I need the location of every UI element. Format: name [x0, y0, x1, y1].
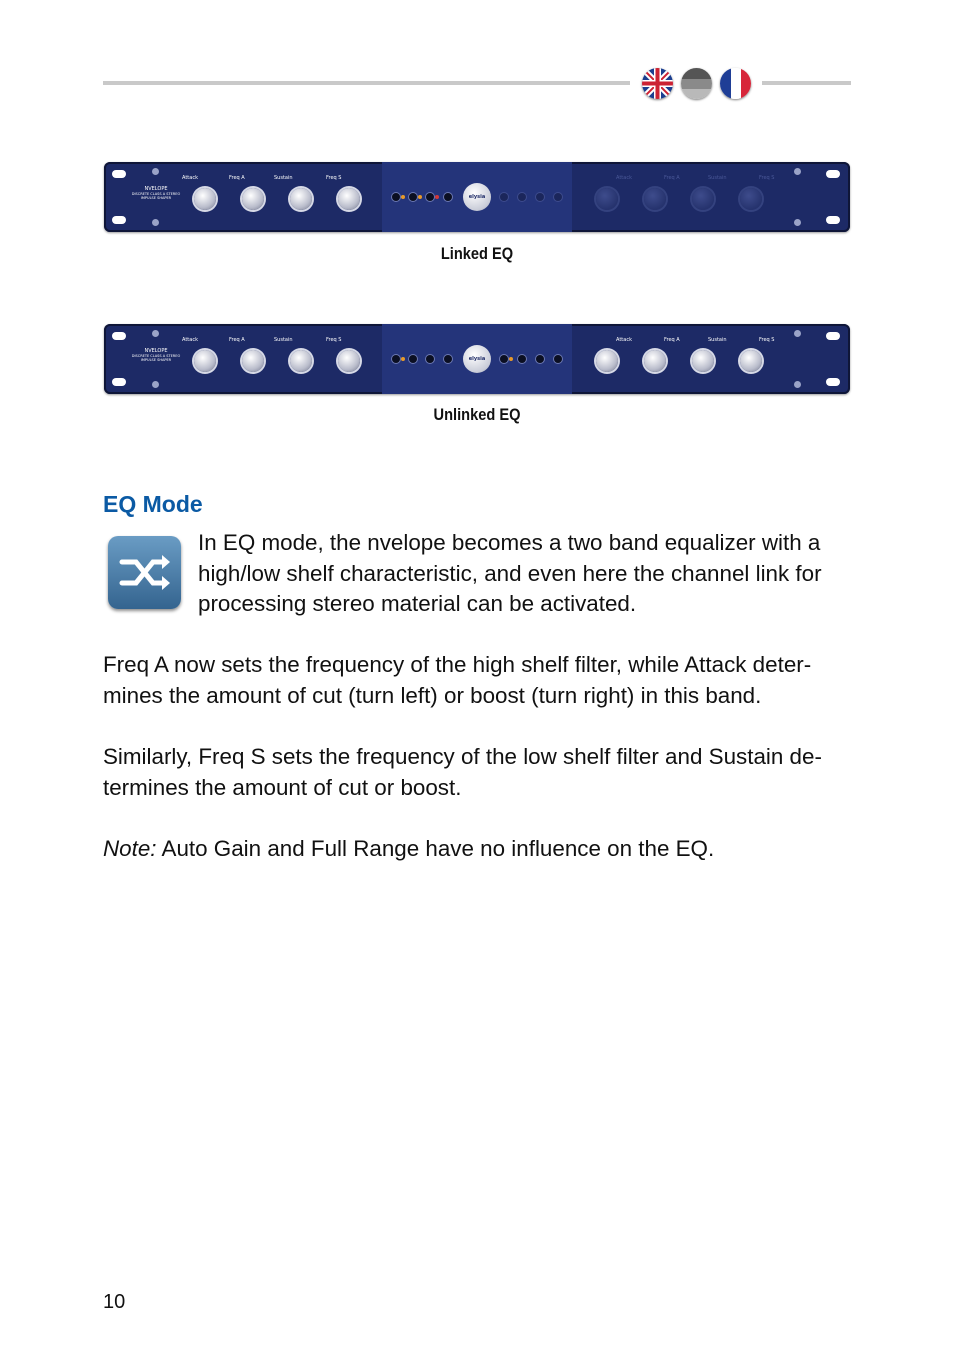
knob-label-freq-s: Freq S [326, 337, 342, 343]
knob-label-freq-a: Freq A [229, 337, 245, 343]
knob-label-sustain: Sustain [274, 337, 293, 343]
rack-ear-hole [826, 170, 840, 178]
switch-eq[interactable] [409, 355, 417, 363]
led-indicator [418, 195, 422, 199]
freq-s-knob[interactable] [338, 188, 360, 210]
panel-screw [794, 168, 801, 175]
sustain-knob[interactable] [290, 188, 312, 210]
elysia-logo: elysia [463, 183, 491, 211]
knob-label-freq-s: Freq S [326, 175, 342, 181]
rack-ear-hole [112, 170, 126, 178]
sustain-knob[interactable] [290, 350, 312, 372]
knob-label-sustain: Sustain [274, 175, 293, 181]
switch-right[interactable] [518, 193, 526, 201]
knob-label-freq-a: Freq A [229, 175, 245, 181]
knob-label-attack-right: Attack [616, 175, 632, 181]
sustain-knob-right[interactable] [692, 350, 714, 372]
panel-screw [794, 219, 801, 226]
nvelope-panel-linked [104, 162, 850, 232]
freq-s-knob-right[interactable] [740, 350, 762, 372]
switch-right[interactable] [536, 193, 544, 201]
switch-auto[interactable] [426, 193, 434, 201]
intro-paragraph: In EQ mode, the nvelope becomes a two band equalizer with a high/low shelf characteristic, and even here the channel link for processing stereo material can be activated. [198, 530, 822, 616]
paragraph-freq-s: Similarly, Freq S sets the frequency of the low shelf filter and Sustain de-termines the amount of cut or boost. [103, 744, 822, 800]
panel-screw [794, 330, 801, 337]
page-number: 10 [103, 1291, 126, 1313]
elysia-logo: elysia [463, 345, 491, 373]
switch-eq-right[interactable] [518, 355, 526, 363]
figure-caption-unlinked: Unlinked EQ [433, 405, 521, 424]
freq-a-knob-right[interactable] [644, 188, 666, 210]
attack-knob[interactable] [194, 350, 216, 372]
switch-on-right[interactable] [500, 355, 508, 363]
brand-label [126, 186, 186, 200]
switch-full-right[interactable] [554, 355, 562, 363]
brand-subtitle: DISCRETE CLASS A STEREO IMPULSE SHAPER [131, 192, 181, 200]
switch-on[interactable] [392, 355, 400, 363]
knob-label-freq-s-right: Freq S [759, 175, 775, 181]
knob-label-freq-a-right: Freq A [664, 175, 680, 181]
rack-ear-hole [826, 378, 840, 386]
rack-ear-hole [112, 332, 126, 340]
switch-on[interactable] [392, 193, 400, 201]
knob-label-attack: Attack [182, 175, 198, 181]
brand-name: NVELOPE [144, 186, 168, 192]
german-flag-icon[interactable] [681, 68, 712, 99]
brand-label [126, 348, 186, 362]
switch-right[interactable] [554, 193, 562, 201]
switch-link[interactable] [444, 193, 452, 201]
panel-screw [152, 381, 159, 388]
freq-a-knob[interactable] [242, 188, 264, 210]
figure-caption-linked: Linked EQ [440, 244, 514, 263]
led-indicator [435, 195, 439, 199]
led-indicator [509, 357, 513, 361]
paragraph-freq-a: Freq A now sets the frequency of the high shelf filter, while Attack deter-mines the amount of cut (turn left) or boost (turn right) in this band. [103, 652, 812, 708]
attack-knob-right[interactable] [596, 188, 618, 210]
header-rule-left [103, 81, 630, 85]
switch-auto[interactable] [426, 355, 434, 363]
knob-label-freq-a-right: Freq A [664, 337, 680, 343]
note-text: Auto Gain and Full Range have no influence on the EQ. [156, 836, 715, 861]
switch-link[interactable] [444, 355, 452, 363]
freq-a-knob-right[interactable] [644, 350, 666, 372]
brand-name: NVELOPE [144, 348, 168, 354]
rack-ear-hole [112, 378, 126, 386]
section-heading: EQ Mode [103, 491, 203, 517]
uk-flag-icon[interactable] [642, 68, 673, 99]
knob-label-attack-right: Attack [616, 337, 632, 343]
brand-subtitle: DISCRETE CLASS A STEREO IMPULSE SHAPER [131, 354, 181, 362]
nvelope-panel-unlinked [104, 324, 850, 394]
eq-mode-icon [108, 536, 181, 609]
freq-a-knob[interactable] [242, 350, 264, 372]
rack-ear-hole [826, 216, 840, 224]
attack-knob[interactable] [194, 188, 216, 210]
freq-s-knob-right[interactable] [740, 188, 762, 210]
led-indicator [401, 195, 405, 199]
header-rule-right [762, 81, 851, 85]
note-paragraph [103, 834, 863, 865]
panel-screw [794, 381, 801, 388]
sustain-knob-right[interactable] [692, 188, 714, 210]
rack-ear-hole [112, 216, 126, 224]
freq-s-knob[interactable] [338, 350, 360, 372]
knob-label-freq-s-right: Freq S [759, 337, 775, 343]
knob-label-sustain-right: Sustain [708, 337, 727, 343]
switch-right[interactable] [500, 193, 508, 201]
panel-screw [152, 330, 159, 337]
led-indicator [401, 357, 405, 361]
switch-auto-right[interactable] [536, 355, 544, 363]
knob-label-attack: Attack [182, 337, 198, 343]
panel-screw [152, 168, 159, 175]
panel-screw [152, 219, 159, 226]
knob-label-sustain-right: Sustain [708, 175, 727, 181]
rack-ear-hole [826, 332, 840, 340]
french-flag-icon[interactable] [720, 68, 751, 99]
note-label: Note: [103, 836, 157, 861]
attack-knob-right[interactable] [596, 350, 618, 372]
switch-eq[interactable] [409, 193, 417, 201]
